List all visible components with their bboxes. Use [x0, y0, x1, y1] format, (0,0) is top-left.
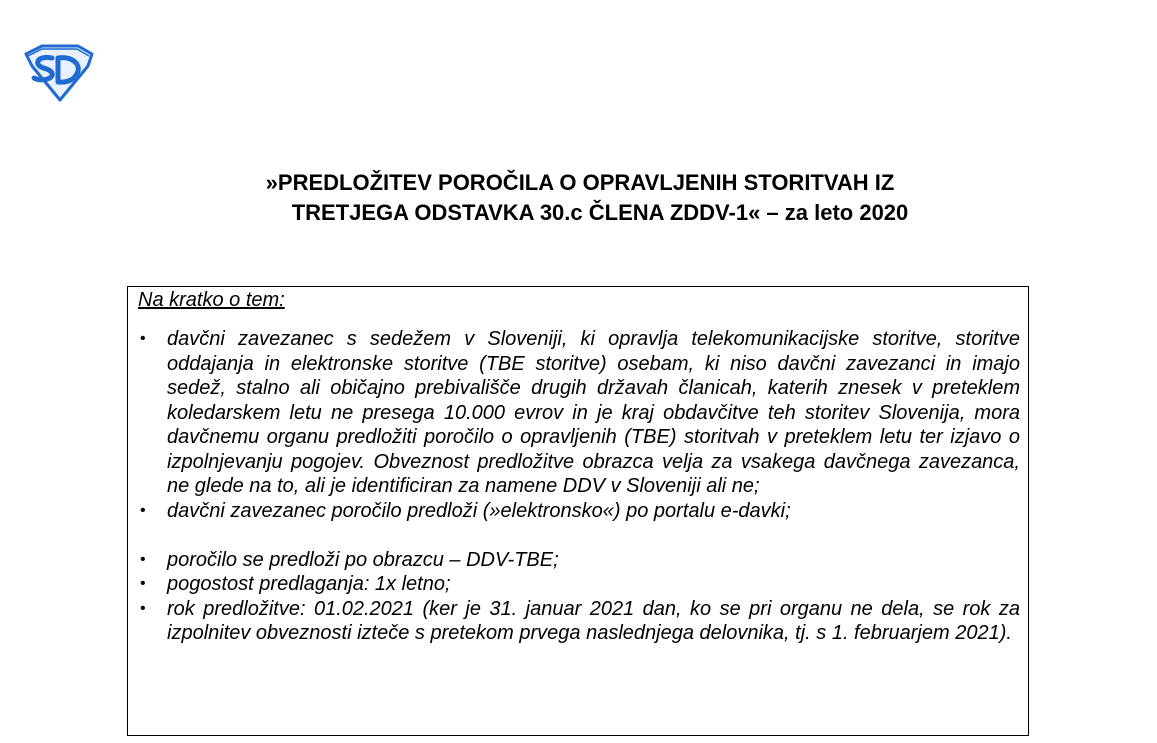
- title-line-2: TRETJEGA ODSTAVKA 30.c ČLENA ZDDV-1« – za leto 2020: [291, 200, 909, 225]
- bullet-icon: •: [140, 550, 146, 568]
- list-item-text: davčni zavezanec s sedežem v Sloveniji, ki opravlja telekomunikacijske storitve, storitve oddajanja in elektronske storitve (TBE storitve) osebam, ki niso davčni zavezanci in imajo sedež, stalno ali običajno prebivališče drugih državah članicah, katerih znesek v preteklem koledarskem letu ne presega 10.000 evrov in je kraj obdavčitve teh storitev Slovenija, mora davčnemu organu predložiti poročilo o opravljenih (TBE) storitvah v preteklem letu ter izjavo o izpolnjevanju pogojev. Obveznost predložitve obrazca velja za vsakega davčnega zavezanca, ne glede na to, ali je identificiran za namene DDV v Sloveniji ali ne;: [167, 328, 1020, 497]
- summary-heading: Na kratko o tem:: [138, 289, 285, 311]
- list-item: [140, 597, 1020, 646]
- list-item-text: pogostost predlaganja: 1x letno;: [167, 573, 451, 595]
- title-line-1: »PREDLOŽITEV POROČILA O OPRAVLJENIH STORITVAH IZ: [265, 170, 895, 195]
- bullet-icon: •: [140, 330, 146, 347]
- list-item: [140, 499, 1020, 524]
- list-item: [140, 327, 1020, 499]
- document-title: [150, 168, 1010, 228]
- bullet-icon: •: [140, 501, 146, 519]
- list-item: [140, 548, 1020, 573]
- summary-box: [127, 286, 1029, 736]
- list-item-text: poročilo se predloži po obrazcu – DDV-TBE;: [167, 548, 559, 571]
- sd-shield-logo-icon: [22, 42, 96, 104]
- bullet-icon: •: [140, 599, 146, 617]
- bullet-icon: •: [140, 575, 146, 592]
- list-item-text: davčni zavezanec poročilo predloži (»elektronsko«) po portalu e-davki;: [167, 499, 791, 522]
- list-item: [140, 572, 1020, 597]
- list-item-text: rok predložitve: 01.02.2021 (ker je 31. januar 2021 dan, ko se pri organu ne dela, se rok za izpolnitev obveznosti izteče s pretekom prvega naslednjega delovnika, tj. s 1. februarjem 2021).: [167, 597, 1020, 644]
- summary-list: [140, 327, 1020, 646]
- logo: [22, 42, 96, 104]
